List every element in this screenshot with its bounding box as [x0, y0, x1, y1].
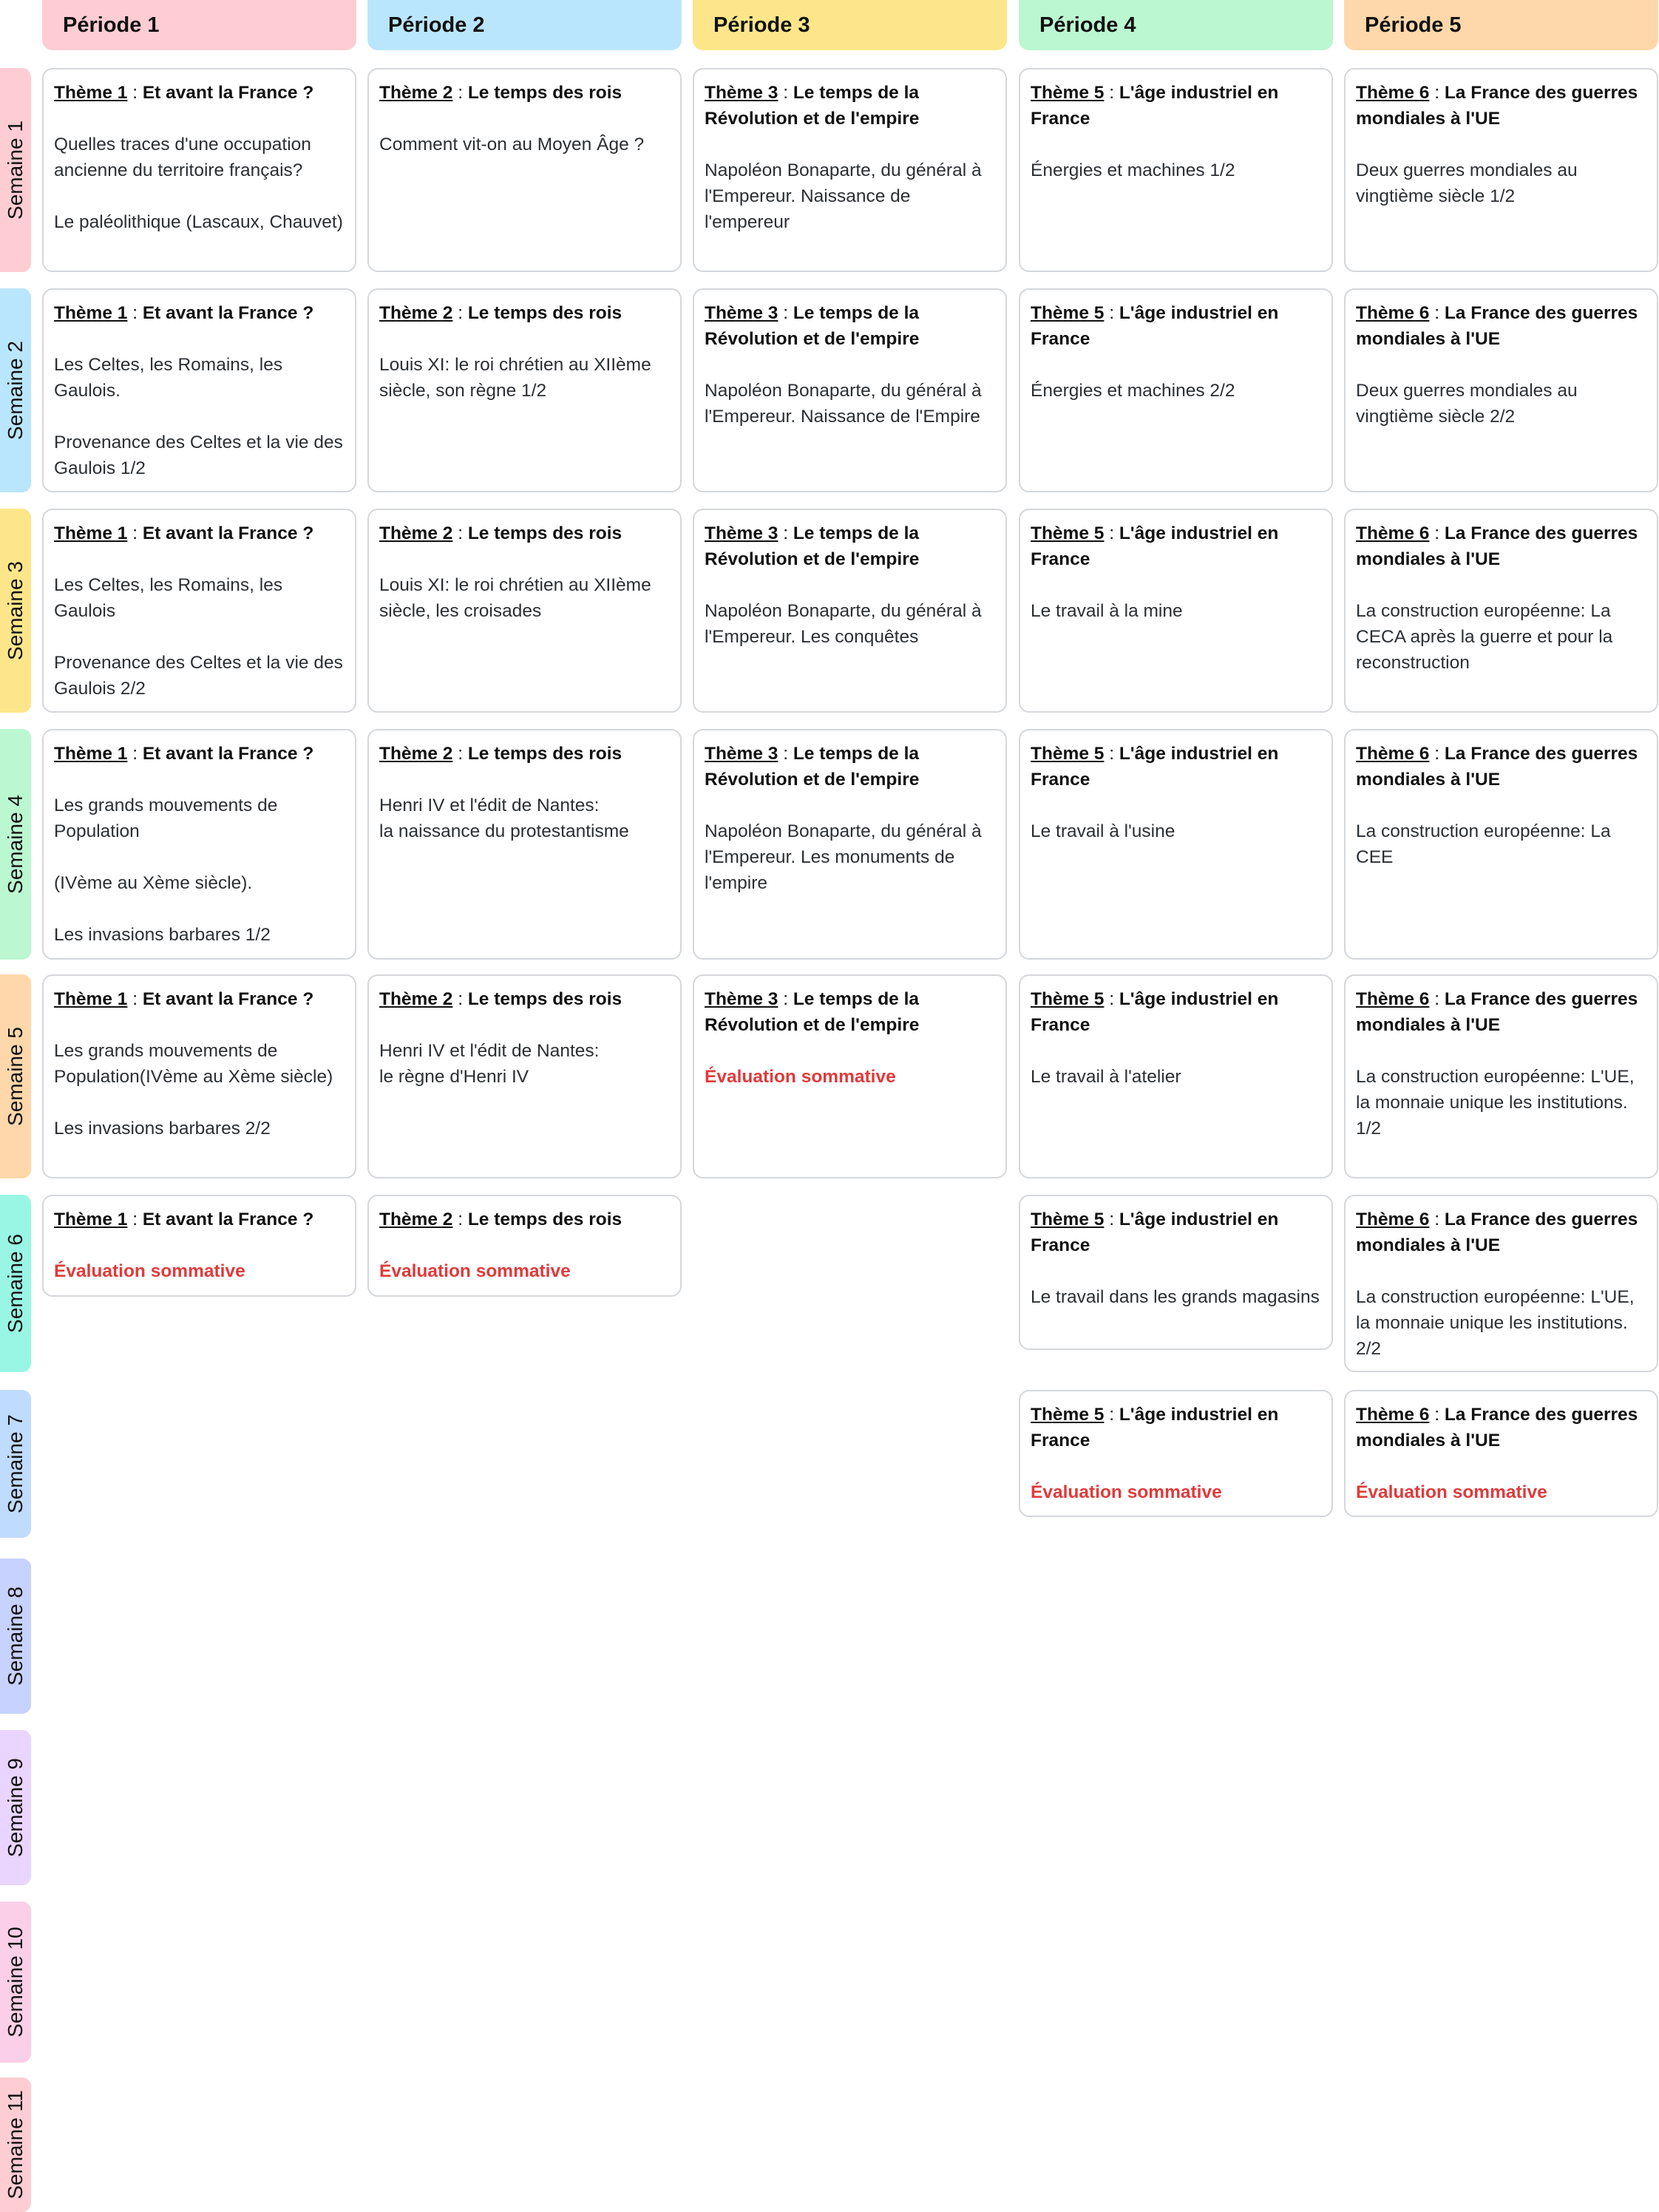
title-separator: : [1429, 744, 1445, 764]
card-title [54, 80, 345, 106]
card-title [705, 80, 995, 132]
card-title [379, 300, 670, 326]
card-title [1031, 520, 1321, 572]
card-title [705, 986, 995, 1038]
week-label-text: Semaine 1 [4, 121, 27, 220]
week-label-text: Semaine 5 [4, 1027, 27, 1126]
theme-number: Thème 3 [705, 989, 778, 1009]
lesson-text: Henri IV et l'édit de Nantes: la naissance du protestantisme [379, 795, 629, 841]
theme-number: Thème 5 [1031, 303, 1105, 323]
title-separator: : [1429, 83, 1445, 103]
theme-number: Thème 1 [54, 83, 128, 103]
theme-number: Thème 1 [54, 744, 128, 764]
theme-title: L'âge industriel en France [1031, 1405, 1279, 1451]
title-separator: : [127, 303, 143, 323]
title-separator: : [1429, 303, 1445, 323]
lesson-text: Deux guerres mondiales au vingtième siècle 2/2 [1356, 381, 1583, 427]
lesson-card-p3w2[interactable] [693, 288, 1007, 492]
lesson-card-p4w4[interactable] [1019, 729, 1333, 960]
theme-title: L'âge industriel en France [1031, 744, 1279, 790]
card-title [379, 520, 670, 546]
lesson-text: Le travail à la mine [1031, 601, 1183, 621]
lesson-card-p4w3[interactable] [1019, 509, 1333, 713]
theme-number: Thème 6 [1356, 1405, 1430, 1425]
card-title [379, 986, 670, 1012]
lesson-card-p5w4[interactable] [1344, 729, 1658, 960]
week-label-7 [0, 1390, 31, 1538]
theme-number: Thème 6 [1356, 1210, 1430, 1229]
lesson-text: Le travail dans les grands magasins [1031, 1287, 1320, 1307]
lesson-card-p5w7[interactable] [1344, 1390, 1658, 1517]
card-title [1356, 741, 1646, 793]
week-label-4 [0, 729, 31, 960]
theme-number: Thème 3 [705, 83, 778, 103]
lesson-text: La construction européenne: L'UE, la monnaie unique les institutions. 1/2 [1356, 1067, 1640, 1139]
title-separator: : [127, 989, 143, 1009]
lesson-text: Le travail à l'atelier [1031, 1067, 1181, 1087]
lesson-text: Le travail à l'usine [1031, 821, 1175, 841]
period-header-3: Période 3 [693, 0, 1007, 50]
card-title [379, 741, 670, 767]
lesson-card-p5w3[interactable] [1344, 509, 1658, 713]
week-label-text: Semaine 7 [4, 1414, 27, 1513]
period-header-5: Période 5 [1344, 0, 1658, 50]
card-title [54, 520, 345, 546]
theme-title: Le temps de la Révolution et de l'empire [705, 989, 920, 1035]
lesson-text: Les grands mouvements de Population(IVème au Xème siècle) Les invasions barbares 2/2 [54, 1041, 333, 1139]
theme-title: Et avant la France ? [142, 1210, 314, 1229]
lesson-card-p3w5[interactable] [693, 974, 1007, 1178]
lesson-card-p3w4[interactable] [693, 729, 1007, 960]
theme-number: Thème 2 [379, 523, 453, 543]
evaluation-label: Évaluation sommative [379, 1261, 571, 1281]
card-title [1031, 80, 1321, 132]
lesson-card-p1w1[interactable] [42, 68, 356, 272]
week-label-11 [0, 2077, 31, 2212]
card-title [379, 80, 670, 106]
theme-number: Thème 3 [705, 744, 778, 764]
theme-number: Thème 3 [705, 303, 778, 323]
title-separator: : [452, 744, 468, 764]
week-label-8 [0, 1558, 31, 1714]
lesson-card-p4w5[interactable] [1019, 974, 1333, 1178]
theme-number: Thème 5 [1031, 1405, 1105, 1425]
card-title [1356, 300, 1646, 352]
card-title [705, 520, 995, 572]
card-title [1031, 1207, 1321, 1258]
lesson-card-p2w1[interactable] [367, 68, 682, 272]
title-separator: : [127, 83, 143, 103]
theme-title: Le temps des rois [467, 989, 622, 1009]
title-separator: : [127, 523, 143, 543]
lesson-card-p2w3[interactable] [367, 509, 682, 713]
title-separator: : [1104, 744, 1119, 764]
theme-number: Thème 2 [379, 303, 453, 323]
title-separator: : [778, 989, 793, 1009]
title-separator: : [1104, 303, 1119, 323]
card-title [705, 741, 995, 793]
theme-title: Le temps de la Révolution et de l'empire [705, 523, 920, 569]
theme-number: Thème 6 [1356, 989, 1430, 1009]
theme-title: L'âge industriel en France [1031, 1210, 1279, 1255]
week-label-2 [0, 288, 31, 492]
title-separator: : [127, 1210, 143, 1229]
lesson-card-p3w3[interactable] [693, 509, 1007, 713]
theme-title: La France des guerres mondiales à l'UE [1356, 1405, 1638, 1451]
period-header-2: Période 2 [367, 0, 682, 50]
lesson-text: La construction européenne: La CECA après la guerre et pour la reconstruction [1356, 601, 1618, 673]
card-title [1356, 520, 1646, 572]
lesson-text: Énergies et machines 2/2 [1031, 381, 1235, 401]
lesson-text: Les Celtes, les Romains, les Gaulois. Provenance des Celtes et la vie des Gaulois 1/2 [54, 355, 343, 478]
card-title [1031, 300, 1321, 352]
card-title [379, 1207, 670, 1232]
theme-title: L'âge industriel en France [1031, 989, 1279, 1035]
theme-number: Thème 6 [1356, 303, 1430, 323]
card-title [705, 300, 995, 352]
lesson-text: Louis XI: le roi chrétien au XIIème siècle, son règne 1/2 [379, 355, 657, 401]
theme-title: Le temps des rois [467, 303, 622, 323]
card-title [54, 741, 345, 767]
lesson-text: Henri IV et l'édit de Nantes: le règne d'Henri IV [379, 1041, 600, 1087]
title-separator: : [1104, 523, 1119, 543]
lesson-text: Napoléon Bonaparte, du général à l'Empereur. Naissance de l'Empire [705, 381, 987, 427]
theme-title: L'âge industriel en France [1031, 303, 1279, 349]
title-separator: : [452, 1210, 468, 1229]
theme-number: Thème 1 [54, 303, 128, 323]
theme-title: L'âge industriel en France [1031, 523, 1279, 569]
week-label-text: Semaine 9 [4, 1758, 27, 1857]
title-separator: : [127, 744, 143, 764]
title-separator: : [452, 989, 468, 1009]
theme-number: Thème 1 [54, 1210, 128, 1229]
theme-title: La France des guerres mondiales à l'UE [1356, 1210, 1638, 1255]
lesson-text: Napoléon Bonaparte, du général à l'Empereur. Les monuments de l'empire [705, 821, 987, 893]
card-title [1356, 80, 1646, 132]
theme-number: Thème 3 [705, 523, 778, 543]
theme-number: Thème 2 [379, 1210, 453, 1229]
week-label-text: Semaine 10 [4, 1927, 27, 2038]
theme-title: Le temps des rois [467, 523, 622, 543]
theme-title: La France des guerres mondiales à l'UE [1356, 989, 1638, 1035]
theme-title: Le temps des rois [467, 744, 622, 764]
week-label-1 [0, 68, 31, 272]
lesson-card-p1w5[interactable] [42, 974, 356, 1178]
lesson-card-p1w3[interactable] [42, 509, 356, 713]
theme-number: Thème 5 [1031, 989, 1105, 1009]
title-separator: : [1104, 989, 1119, 1009]
theme-number: Thème 2 [379, 83, 453, 103]
week-label-text: Semaine 11 [4, 2090, 27, 2199]
card-title [54, 1207, 345, 1232]
card-title [1356, 1207, 1646, 1258]
theme-title: La France des guerres mondiales à l'UE [1356, 303, 1638, 349]
theme-number: Thème 5 [1031, 1210, 1105, 1229]
week-label-9 [0, 1730, 31, 1885]
lesson-card-p3w1[interactable] [693, 68, 1007, 272]
theme-title: Et avant la France ? [142, 523, 314, 543]
lesson-text: Deux guerres mondiales au vingtième siècle 1/2 [1356, 160, 1583, 206]
lesson-card-p1w2[interactable] [42, 288, 356, 492]
lesson-text: La construction européenne: L'UE, la monnaie unique les institutions. 2/2 [1356, 1287, 1640, 1359]
week-label-text: Semaine 2 [4, 341, 27, 440]
lesson-card-p1w6[interactable] [42, 1195, 356, 1297]
week-label-text: Semaine 8 [4, 1587, 27, 1686]
title-separator: : [452, 83, 468, 103]
week-label-3 [0, 509, 31, 713]
card-title [1031, 741, 1321, 793]
theme-number: Thème 5 [1031, 83, 1105, 103]
title-separator: : [778, 744, 793, 764]
week-label-10 [0, 1901, 31, 2063]
lesson-text: Les Celtes, les Romains, les Gaulois Provenance des Celtes et la vie des Gaulois 2/2 [54, 575, 343, 699]
theme-title: Et avant la France ? [142, 83, 314, 103]
title-separator: : [778, 523, 793, 543]
title-separator: : [1104, 1405, 1119, 1425]
title-separator: : [1104, 1210, 1119, 1229]
week-label-5 [0, 974, 31, 1178]
lesson-card-p4w1[interactable] [1019, 68, 1333, 272]
title-separator: : [1429, 523, 1445, 543]
evaluation-label: Évaluation sommative [1031, 1482, 1222, 1502]
week-label-text: Semaine 6 [4, 1234, 27, 1333]
lesson-card-p5w6[interactable] [1344, 1195, 1658, 1372]
theme-title: Le temps de la Révolution et de l'empire [705, 744, 920, 790]
theme-title: La France des guerres mondiales à l'UE [1356, 744, 1638, 790]
lesson-card-p4w6[interactable] [1019, 1195, 1333, 1350]
theme-number: Thème 6 [1356, 83, 1430, 103]
theme-title: Et avant la France ? [142, 744, 314, 764]
week-label-6 [0, 1195, 31, 1372]
theme-title: La France des guerres mondiales à l'UE [1356, 83, 1638, 129]
evaluation-label: Évaluation sommative [1356, 1482, 1547, 1502]
card-title [1031, 1402, 1321, 1453]
theme-title: Et avant la France ? [142, 303, 314, 323]
lesson-text: Napoléon Bonaparte, du général à l'Empereur. Les conquêtes [705, 601, 987, 647]
theme-number: Thème 6 [1356, 523, 1430, 543]
theme-number: Thème 5 [1031, 523, 1105, 543]
theme-title: Le temps de la Révolution et de l'empire [705, 83, 920, 129]
title-separator: : [1104, 83, 1119, 103]
theme-title: L'âge industriel en France [1031, 83, 1279, 129]
period-header-4: Période 4 [1019, 0, 1333, 50]
lesson-card-p1w4[interactable] [42, 729, 356, 960]
card-title [1031, 986, 1321, 1038]
lesson-text: La construction européenne: La CEE [1356, 821, 1616, 867]
theme-number: Thème 1 [54, 523, 128, 543]
lesson-card-p2w2[interactable] [367, 288, 682, 492]
lesson-text: Énergies et machines 1/2 [1031, 160, 1235, 180]
lesson-text: Quelles traces d'une occupation ancienne du territoire français? Le paléolithique (Lascaux, Chauvet) [54, 135, 343, 232]
title-separator: : [1429, 1405, 1445, 1425]
theme-number: Thème 1 [54, 989, 128, 1009]
title-separator: : [452, 303, 468, 323]
lesson-card-p5w5[interactable] [1344, 974, 1658, 1178]
theme-number: Thème 5 [1031, 744, 1105, 764]
period-header-1: Période 1 [42, 0, 356, 50]
lesson-card-p2w4[interactable] [367, 729, 682, 960]
week-label-text: Semaine 4 [4, 795, 27, 894]
lesson-card-p4w2[interactable] [1019, 288, 1333, 492]
theme-title: Le temps des rois [467, 1210, 622, 1229]
lesson-text: Napoléon Bonaparte, du général à l'Empereur. Naissance de l'empereur [705, 160, 987, 232]
title-separator: : [1429, 1210, 1445, 1229]
theme-title: Et avant la France ? [142, 989, 314, 1009]
evaluation-label: Évaluation sommative [54, 1261, 245, 1281]
lesson-text: Comment vit-on au Moyen Âge ? [379, 135, 645, 155]
lesson-card-p4w7[interactable] [1019, 1390, 1333, 1517]
theme-number: Thème 2 [379, 744, 453, 764]
lesson-card-p2w5[interactable] [367, 974, 682, 1178]
theme-number: Thème 2 [379, 989, 453, 1009]
theme-number: Thème 6 [1356, 744, 1430, 764]
lesson-text: Les grands mouvements de Population (IVème au Xème siècle). Les invasions barbares 1/2 [54, 795, 278, 945]
theme-title: Le temps de la Révolution et de l'empire [705, 303, 920, 349]
lesson-card-p5w2[interactable] [1344, 288, 1658, 492]
card-title [1356, 1402, 1646, 1453]
title-separator: : [778, 83, 793, 103]
theme-title: Le temps des rois [467, 83, 622, 103]
title-separator: : [1429, 989, 1445, 1009]
lesson-card-p2w6[interactable] [367, 1195, 682, 1297]
title-separator: : [452, 523, 468, 543]
title-separator: : [778, 303, 793, 323]
theme-title: La France des guerres mondiales à l'UE [1356, 523, 1638, 569]
week-label-text: Semaine 3 [4, 561, 27, 660]
card-title [54, 986, 345, 1012]
evaluation-label: Évaluation sommative [705, 1067, 896, 1087]
lesson-card-p5w1[interactable] [1344, 68, 1658, 272]
lesson-text: Louis XI: le roi chrétien au XIIème siècle, les croisades [379, 575, 657, 621]
card-title [1356, 986, 1646, 1038]
card-title [54, 300, 345, 326]
